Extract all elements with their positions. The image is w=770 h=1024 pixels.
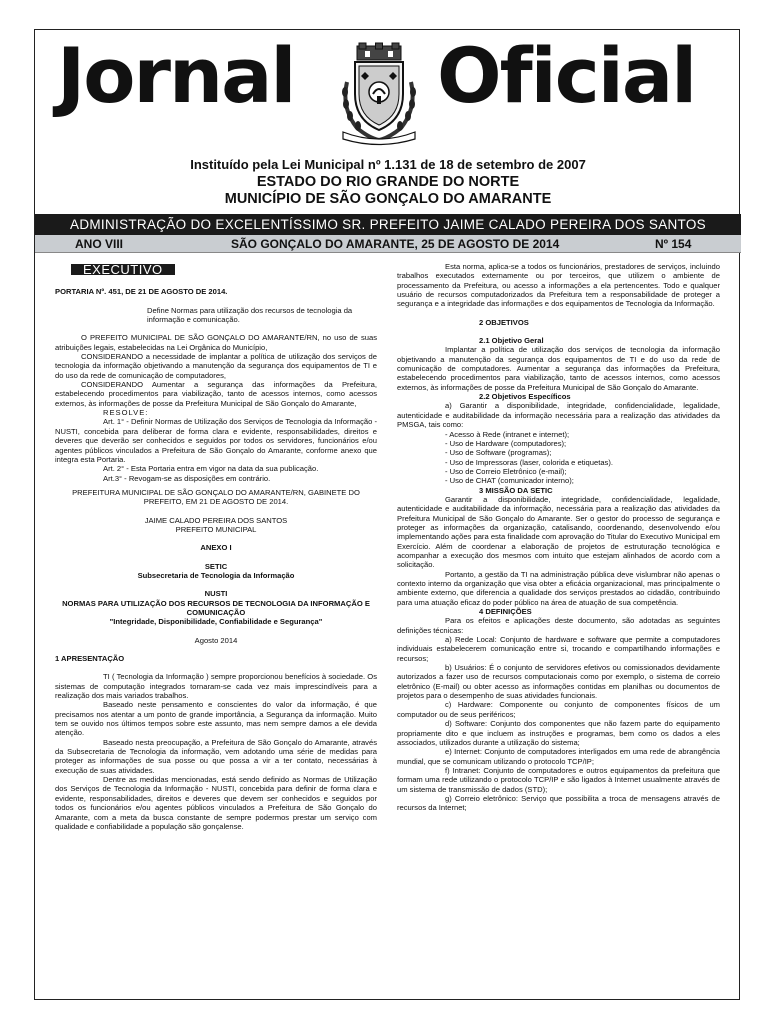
heading-objetivos-especificos: 2.2 Objetivos Específicos <box>479 392 571 402</box>
issue-place-date: SÃO GONÇALO DO AMARANTE, 25 DE AGOSTO DE 2014 <box>231 237 560 251</box>
newspaper-page <box>34 29 740 1000</box>
portaria-title: PORTARIA Nº. 451, DE 21 DE AGOSTO DE 2014. <box>55 287 228 297</box>
paragraph: Para os efeitos e aplicações deste documento, são adotadas as seguintes definições técnicas: <box>397 616 720 635</box>
paragraph: CONSIDERANDO Aumentar a segurança das informações da Prefeitura, estabelecendo procedimentos para viabilização, tanto de acessos internos, como acessos externos, às informações de posse da Prefeitura Municipal de São Gonçalo do Amarante, <box>55 380 377 408</box>
definition-b: b) Usuários: É o conjunto de servidores efetivos ou comissionados devidamente autorizados a fazer uso de recursos computacionais como por exemplo, o sistema de correio eletrônico (E-mail) ou obter acesso as informações contidas em planilhas ou documentos de projetos para o desempenho de suas atividades funcionais. <box>397 663 720 701</box>
paragraph: Baseado nesta preocupação, a Prefeitura de São Gonçalo do Amarante, através da Subsecretaria de Tecnologia da informação, vem adotando uma série de medidas para proteger as informações de sua posse ou que possa a vir a ter contato, necessárias à execução de suas atividades. <box>55 737 377 775</box>
portaria-summary: Define Normas para utilização dos recursos de tecnologia da informação e comunicação. <box>147 305 353 325</box>
nusti-title: NORMAS PARA UTILIZAÇÃO DOS RECURSOS DE TECNOLOGIA DA INFORMAÇÃO E COMUNICAÇÃO <box>62 598 370 617</box>
annex-heading: ANEXO I <box>200 543 232 553</box>
administration-bar: ADMINISTRAÇÃO DO EXCELENTÍSSIMO SR. PREFEITO JAIME CALADO PEREIRA DOS SANTOS <box>35 214 741 235</box>
paragraph: a) Garantir a disponibilidade, integridade, confidencialidade, legalidade, autenticidade e auditabilidade da informação necessária para a realização das atividades da PMSGA, tais como: <box>397 401 720 430</box>
nusti-heading: NUSTI <box>204 589 228 599</box>
masthead-title-right: Oficial <box>437 31 696 120</box>
paragraph: CONSIDERANDO a necessidade de implantar a política de utilização dos serviços de tecnologia da informação objetivando a manutenção da segurança dos equipamentos de TI e do uso da rede de comunicação de computadores, <box>55 352 377 380</box>
heading-missao: 3 MISSÃO DA SETIC <box>479 485 553 495</box>
list-item: - Uso de Impressoras (laser, colorida e etiquetas). <box>445 457 613 467</box>
heading-apresentacao: 1 APRESENTAÇÃO <box>55 654 125 663</box>
issue-bar <box>35 235 741 253</box>
issue-number: Nº 154 <box>655 237 692 251</box>
setic-full-name: Subsecretaria de Tecnologia da Informação <box>137 570 295 580</box>
definition-f: f) Intranet: Conjunto de computadores e outros equipamentos da prefeitura que formam uma rede utilizando o protocolo TCP/IP e são ligados à Internet usualmente através de um sistema de transmissão de dados (STD); <box>397 765 720 794</box>
list-item: - Uso de Correio Eletrônico (e-mail); <box>445 466 567 476</box>
resolve-heading: RESOLVE: <box>103 408 149 418</box>
heading-objetivo-geral: 2.1 Objetivo Geral <box>479 336 544 346</box>
setic-heading: SETIC <box>204 561 228 571</box>
state-line: ESTADO DO RIO GRANDE DO NORTE <box>256 174 520 190</box>
paragraph: Baseado neste pensamento e conscientes do valor da informação, é que precisamos nos atentar a um ponto de grande importância, a Segurança da informação. Muito tem se ouvido nos últimos tempos sobre este assunto, mas nem sempre damos a ele devida atenção. <box>55 700 377 738</box>
paragraph: Implantar a política de utilização dos serviços de tecnologia da informação objetivando a manutenção da segurança dos equipamentos de TI e do uso da rede de comunicação de computadores. Aumentar a segurança das informações da Prefeitura, estabelecendo procedimentos para viabilização, tanto de acessos internos, como acessos externos, às informações de posse da Prefeitura Municipal de São Gonçalo do Amarante. <box>397 345 720 392</box>
heading-definicoes: 4 DEFINIÇÕES <box>479 607 532 617</box>
article-1: Art. 1° - Definir Normas de Utilização dos Serviços de Tecnologia da Informação - NUSTI, concebida para deliberar de forma clara e evidente, responsabilidades, direitos e deveres que deverão ser conhecidos e seguidos por todos os servidores, funcionários e/ou agentes públicos vinculados a Prefeitura de São Gonçalo do Amarante, conforme anexo que integra esta Portaria. <box>55 417 377 464</box>
section-label: EXECUTIVO <box>71 264 175 275</box>
list-item: - Acesso à Rede (intranet e internet); <box>445 429 570 439</box>
issue-year: ANO VIII <box>75 237 124 251</box>
paragraph: O PREFEITO MUNICIPAL DE SÃO GONÇALO DO AMARANTE/RN, no uso de suas atribuições legais, estabelecidas na Lei Orgânica do Município, <box>55 333 377 352</box>
definition-c: c) Hardware: Componente ou conjunto de componentes físicos de um computador ou de seus periféricos; <box>397 700 720 719</box>
paragraph: Esta norma, aplica-se a todos os funcionários, prestadores de serviços, incluindo trabalhos executados externamente ou por terceiros, que utilizem o ambiente de processamento da Prefeitura, ou acesso a informações a ela pertencentes. Todo e qualquer usuário de recursos computadorizados da Prefeitura tem a responsabilidade de proteger a segurança e a integridade das informações e dos equipamentos de Tecnologia da Informação. <box>397 262 720 309</box>
list-item: - Uso de Software (programas); <box>445 448 552 458</box>
definition-e: e) Internet: Conjunto de computadores interligados em uma rede de abrangência mundial, que se comunicam utilizando o protocolo TCP/IP; <box>397 747 720 766</box>
paragraph: Dentre as medidas mencionadas, está sendo definido as Normas de Utilização dos Serviços de Tecnologia da Informação - NUSTI, concebida para definir de forma clara e evidente, responsabilidades, direitos e deveres que devem ser conhecidos e seguidos por todos os funcionários e/ou agentes públicos vinculados a Prefeitura de São Gonçalo do Amarante, com a meta da busca constante de sempre podermos prestar um serviço com qualidade e confiabilidade a população são gonçalense. <box>55 775 377 831</box>
paragraph: TI ( Tecnologia da Informação ) sempre proporcionou benefícios à sociedade. Os sistemas de computação integrados tornaram-se cada vez mais imprescindíveis para a realização dos mais variados trabalhos. <box>55 672 377 701</box>
nusti-subtitle: "Integridade, Disponibilidade, Confiabilidade e Segurança" <box>109 617 323 627</box>
definition-d: d) Software: Conjunto dos componentes que não fazem parte do equipamento propriamente dito e que incluem as instruções e programas, bem como os dados a eles associados, utilizados durante a utilização do sistema; <box>397 719 720 747</box>
paragraph: Garantir a disponibilidade, integridade, confidencialidade, legalidade, autenticidade e auditabilidade da informação, necessária para a realização das atividades da Prefeitura Municipal de São Gonçalo do Amarante. Ser o gestor do processo de segurança e proteger as informações da organização, catalisando, coordenando, desenvolvendo e/ou implementando ações para esta finalidade com aprovação do Titular do Executivo Municipal em Exercício. Além de coordenar a elaboração de projetos de estruturação tecnológica e acompanhar a execução dos mesmos com intuito que estejam alinhados de acordo com a solicitação. <box>397 494 720 570</box>
article-2: Art. 2° - Esta Portaria entra em vigor na data da sua publicação. <box>103 464 319 474</box>
list-item: - Uso de CHAT (comunicador interno); <box>445 476 574 486</box>
list-item: - Uso de Hardware (computadores); <box>445 438 567 448</box>
paragraph: Portanto, a gestão da TI na administração pública deve vislumbrar não apenas o contexto interno da organização que visa obter a eficácia organizacional, mas principalmente o ambiente externo, que diferencia a qualidade dos serviços prestados ao cidadão, contribuindo para uma atuação eficaz do poder público na área de atuação de sua competência. <box>397 569 720 607</box>
masthead <box>35 30 741 158</box>
coat-of-arms-emblem <box>335 42 423 146</box>
heading-objetivos: 2 OBJETIVOS <box>479 317 529 327</box>
annex-date: Agosto 2014 <box>194 635 238 645</box>
law-line: Instituído pela Lei Municipal nº 1.131 de 18 de setembro de 2007 <box>190 157 586 172</box>
signer-role: PREFEITO MUNICIPAL <box>175 524 257 534</box>
masthead-title-left: Jornal <box>57 31 295 120</box>
definition-g: g) Correio eletrônico: Serviço que possibilita a troca de mensagens através de recursos da Internet; <box>397 793 720 813</box>
gabinete-line: PREFEITURA MUNICIPAL DE SÃO GONÇALO DO AMARANTE/RN, GABINETE DO PREFEITO, EM 21 DE AGOSTO DE 2014. <box>72 487 360 507</box>
article-3: Art.3° - Revogam-se as disposições em contrário. <box>103 473 271 483</box>
municipality-line: MUNICÍPIO DE SÃO GONÇALO DO AMARANTE <box>224 191 552 207</box>
definition-a: a) Rede Local: Conjunto de hardware e software que permite a computadores individuais estabelecerem comunicação entre si, trocando e compartilhando informações e recursos; <box>397 635 720 663</box>
signer-name: JAIME CALADO PEREIRA DOS SANTOS <box>144 515 288 525</box>
left-column <box>55 264 377 831</box>
right-column <box>397 262 720 813</box>
